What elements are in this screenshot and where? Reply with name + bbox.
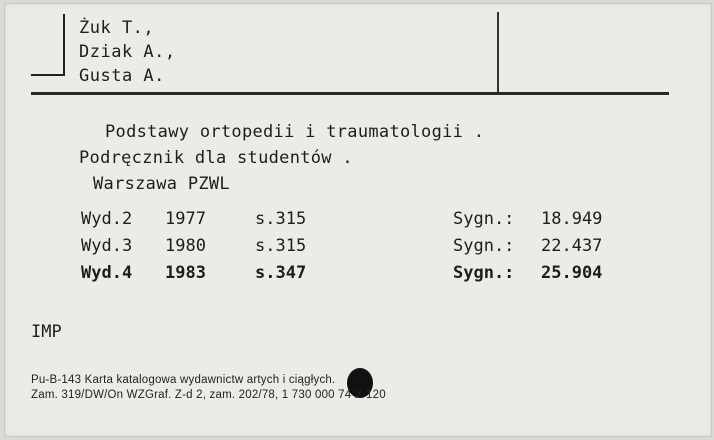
edition-label: Wyd.3 — [81, 236, 133, 256]
signature-number: 22.437 — [541, 236, 603, 256]
signature-number: 25.904 — [541, 263, 603, 283]
catalog-card — [4, 3, 712, 437]
edition-year: 1977 — [165, 209, 206, 229]
title-line-1: Podstawy ortopedii i traumatologii . — [105, 122, 485, 142]
header-rule — [31, 92, 669, 95]
title-line-2: Podręcznik dla studentów . — [79, 148, 353, 168]
edition-pages: s.315 — [255, 209, 307, 229]
edition-label: Wyd.2 — [81, 209, 133, 229]
signature-label: Sygn.: — [453, 236, 515, 256]
header-divider — [497, 12, 499, 92]
corner-line-horizontal — [31, 74, 65, 76]
author-3: Gusta A. — [79, 66, 165, 86]
edition-year: 1983 — [165, 263, 206, 283]
edition-label: Wyd.4 — [81, 263, 133, 283]
edition-pages: s.347 — [255, 263, 307, 283]
footer-line-1: Pu-B-143 Karta katalogowa wydawnictw artych i ciągłych. — [31, 374, 336, 386]
author-1: Żuk T., — [79, 18, 155, 38]
edition-pages: s.315 — [255, 236, 307, 256]
signature-label: Sygn.: — [453, 209, 515, 229]
author-2: Dziak A., — [79, 42, 176, 62]
signature-label: Sygn.: — [453, 263, 515, 283]
signature-number: 18.949 — [541, 209, 603, 229]
corner-line-vertical — [63, 14, 65, 74]
title-line-3: Warszawa PZWL — [93, 174, 230, 194]
footer-line-2: Zam. 319/DW/On WZGraf. Z-d 2, zam. 202/78, 1 730 000 74 X 120 — [31, 389, 386, 401]
imp-label: IMP — [31, 322, 62, 342]
edition-year: 1980 — [165, 236, 206, 256]
